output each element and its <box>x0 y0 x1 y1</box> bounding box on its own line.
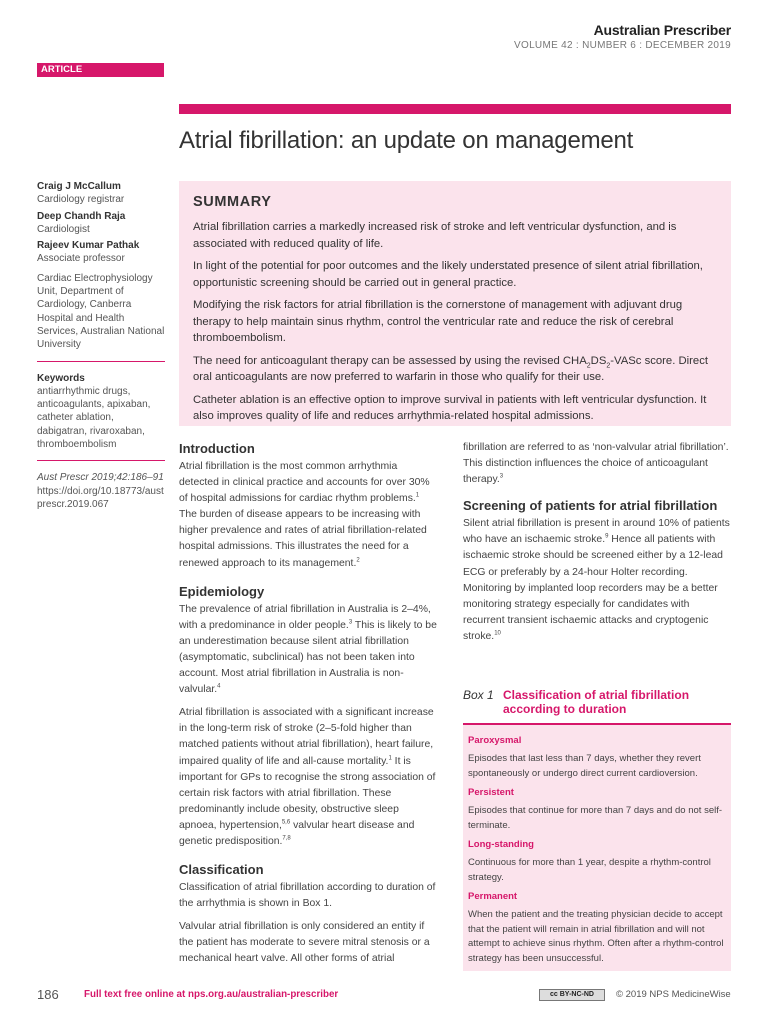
section-heading-screening: Screening of patients for atrial fibrillation <box>463 498 718 514</box>
screening-paragraph: Silent atrial fibrillation is present in around 10% of patients who have an ischaemic stroke.$^9$ Hence all patients with ischaemic stroke should be screened either by a 12-lead ECG or preferably by a 24-hour Holter recording. Monitoring by implanted loop recorders may be a better monitoring strategy especially for candidates with recurrent transient ischaemic attacks and cryptogenic stroke.$^{10}$ <box>463 518 730 642</box>
summary-heading: SUMMARY <box>193 194 272 210</box>
box-term: Persistent <box>468 787 514 798</box>
journal-brand: Australian Prescriber <box>593 22 731 38</box>
affiliation: Cardiac Electrophysiology Unit, Department of Cardiology, Canberra Hospital and Health Services, Australian National University <box>37 272 165 351</box>
body-column-left <box>179 441 437 975</box>
divider <box>37 460 165 461</box>
page-number: 186 <box>37 987 59 1002</box>
classification-box <box>463 725 731 971</box>
issue-info: VOLUME 42 : NUMBER 6 : DECEMBER 2019 <box>514 40 731 51</box>
box-term: Permanent <box>468 891 518 902</box>
summary-paragraph: Catheter ablation is an effective option to improve survival in patients with left ventricular dysfunction. It also improves quality of life and reduces arrhythmia-related hospital admissions. <box>193 393 707 422</box>
section-heading-epidemiology: Epidemiology <box>179 583 265 599</box>
divider <box>37 361 165 362</box>
title-bar <box>179 104 731 114</box>
article-title: Atrial fibrillation: an update on management <box>179 127 634 154</box>
box-term: Paroxysmal <box>468 735 522 746</box>
citation: Aust Prescr 2019;42:186–91 <box>37 472 164 484</box>
keywords: antiarrhythmic drugs, anticoagulants, apixaban, catheter ablation, dabigatran, rivaroxaban, thromboembolism <box>37 385 151 451</box>
author-name: Deep Chandh Raja <box>37 210 126 222</box>
intro-paragraph: Atrial fibrillation is the most common arrhythmia detected in clinical practice and accounts for over 30% of hospital admissions for cardiac rhythm problems.$^1$ The burden of disease appears to be increasing with higher prevalence and rates of atrial fibrillation-related hospital admissions. This illustrates the need for a renewed approach to its management.$^2$ <box>179 461 430 569</box>
classification-paragraph: Classification of atrial fibrillation according to duration of the arrhythmia is shown in Box 1. <box>179 882 436 910</box>
cc-license-badge: cc BY-NC-ND <box>539 989 605 1001</box>
keywords-heading: Keywords <box>37 372 85 384</box>
doi-link[interactable]: https://doi.org/10.18773/austprescr.2019.067 <box>37 485 164 510</box>
box-definition: Episodes that last less than 7 days, whether they revert spontaneously or undergo direct current cardioversion. <box>468 753 701 779</box>
box-definition: Continuous for more than 1 year, despite a rhythm-control strategy. <box>468 857 711 883</box>
masthead <box>514 22 731 52</box>
author-sidebar <box>37 180 165 511</box>
footer-link[interactable]: Full text free online at nps.org.au/australian-prescriber <box>84 989 339 1000</box>
author-role: Associate professor <box>37 253 125 265</box>
section-heading-introduction: Introduction <box>179 441 255 456</box>
section-heading-classification: Classification <box>179 862 264 878</box>
epidemiology-paragraph: Atrial fibrillation is associated with a significant increase in the long-term risk of stroke (2–5-fold higher than matched patients without atrial fibrillation), heart failure, impaired quality of life and all-cause mortality.$^1$ It is important for GPs to recognise the strong association of certain risk factors with atrial fibrillation. These predominantly include obesity, obstructive sleep apnoea, hypertension,$^{5,6}$ valvular heart disease and genetic predisposition.$^{7,8}$ <box>179 707 436 847</box>
box-term: Long-standing <box>468 839 534 850</box>
box-definition: Episodes that continue for more than 7 days and do not self-terminate. <box>468 805 723 831</box>
summary-paragraph: Atrial fibrillation carries a markedly increased risk of stroke and left ventricular dysfunction, and is associated with reduced quality of life. <box>193 221 677 250</box>
author-role: Cardiologist <box>37 223 90 235</box>
summary-paragraph: Modifying the risk factors for atrial fibrillation is the cornerstone of management with adjuvant drug therapy to help maintain sinus rhythm, control the ventricular rate and reduce the risk of cerebral thromboembolism. <box>193 299 683 344</box>
body-column-right <box>463 440 731 652</box>
summary-box <box>179 181 731 426</box>
copyright: © 2019 NPS MedicineWise <box>616 989 731 1000</box>
box-label: Box 1 <box>463 688 494 702</box>
epidemiology-paragraph: The prevalence of atrial fibrillation in Australia is 2–4%, with a predominance in older people.$^3$ This is likely to be an underestimation because silent atrial fibrillation (asymptomatic, subclinical) has not been taken into account. Most atrial fibrillation in Australia is non-valvular.$^4$ <box>179 603 437 696</box>
box-definition: When the patient and the treating physician decide to accept that the patient will remain in atrial fibrillation and will not attempt to achieve sinus rhythm. Often after a rhythm-control strategy has been unsuccessful. <box>468 909 724 964</box>
author-role: Cardiology registrar <box>37 194 125 206</box>
summary-paragraph: The need for anticoagulant therapy can be assessed by using the revised $CHA_2DS_2$-VASc score. Direct oral anticoagulants are now preferred to warfarin in those who qualify for their use. <box>193 354 708 383</box>
author-name: Craig J McCallum <box>37 181 121 192</box>
article-tag: ARTICLE <box>37 63 164 77</box>
classification-continued: fibrillation are referred to as ‘non-valvular atrial fibrillation’. This distinction influences the choice of anticoagulant therapy.$^3$ <box>463 442 729 486</box>
summary-paragraph: In light of the potential for poor outcomes and the likely understated presence of silent atrial fibrillation, opportunistic screening should be carried out in general practice. <box>193 260 703 289</box>
classification-paragraph: Valvular atrial fibrillation is only considered an entity if the patient has moderate to severe mitral stenosis or a mechanical heart valve. All other forms of atrial <box>179 921 430 965</box>
author-name: Rajeev Kumar Pathak <box>37 240 140 252</box>
box-title: Classification of atrial fibrillation according to duration <box>503 688 690 716</box>
